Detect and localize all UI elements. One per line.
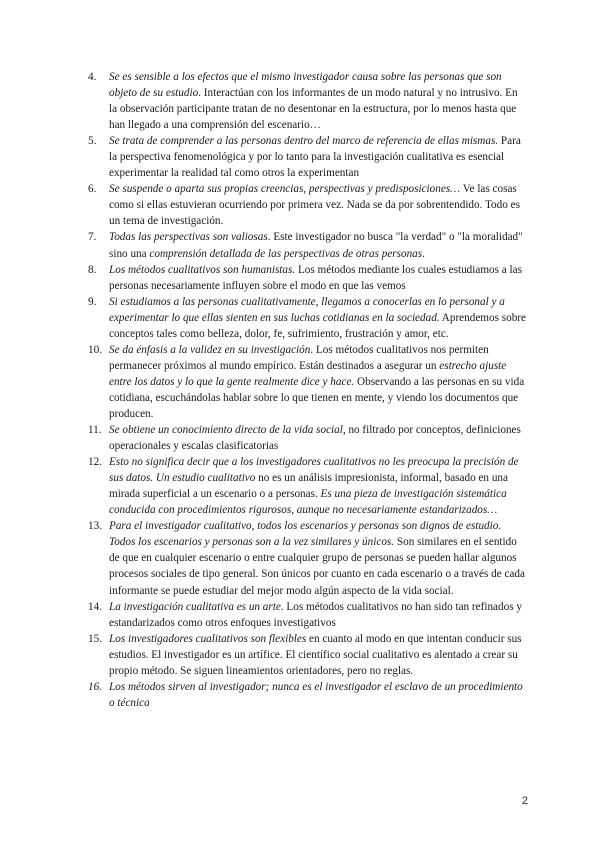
item-emphasis: Los métodos cualitativos son humanistas. — [109, 263, 296, 276]
list-item — [88, 679, 526, 711]
characteristics-list — [88, 69, 526, 711]
item-number: 10. — [88, 343, 102, 356]
item-number: 14. — [88, 600, 102, 613]
item-text: Los métodos cualitativos no han sido tan refinados y estandarizados como otros enfoques investigativos — [109, 600, 522, 629]
page-number: 2 — [521, 795, 528, 807]
item-emphasis-2: Es una pieza de investigación sistemática conducida con procedimientos rigurosos, aunque no necesariamente estandarizados… — [109, 488, 507, 517]
item-number: 12. — [88, 456, 102, 469]
item-text: . Este investigador no busca "la verdad" o "la moralidad" sino una — [109, 231, 523, 260]
list-item — [88, 294, 526, 342]
item-emphasis: Esto no significa decir que a los investigadores cualitativos no les preocupa la precisión de sus datos. Un estudio cualitativo — [109, 456, 519, 485]
item-emphasis: Se obtiene un conocimiento directo de la vida social, — [109, 424, 346, 437]
item-emphasis: Los métodos sirven al investigador; nunca es el investigador el esclavo de un procedimiento o técnica — [109, 680, 523, 709]
item-text: no filtrado por conceptos, definiciones operacionales y escalas clasificatorias — [109, 424, 521, 453]
item-text: Aprendemos sobre conceptos tales como belleza, dolor, fe, sufrimiento, frustración y amor, etc. — [109, 311, 526, 340]
item-text: . Los métodos cualitativos nos permiten permanecer próximos al mundo empírico. Están destinados a asegurar un — [109, 343, 489, 372]
item-number: 6. — [88, 183, 97, 196]
item-number: 13. — [88, 520, 102, 533]
list-item — [88, 518, 526, 598]
item-number: 16. — [88, 680, 102, 693]
item-number: 5. — [88, 135, 97, 148]
item-text: no es un análisis impresionista, informal, basado en una mirada superficial a un escenario o a personas. — [109, 472, 508, 501]
list-item — [88, 422, 526, 454]
list-item — [88, 631, 526, 679]
item-emphasis-2: comprensión detallada de las perspectivas de otras personas — [149, 247, 423, 260]
list-item — [88, 342, 526, 422]
item-emphasis: Se da énfasis a la validez en su investigación — [109, 343, 311, 356]
item-emphasis: Para el investigador cualitativo, todos los escenarios y personas son dignos de estudio. Todos los escenarios y personas son a la vez similares y únicos. — [109, 520, 502, 549]
item-text: en cuanto al modo en que intentan conducir sus estudios. El investigador es un artífice. El científico social cualitativo es alentado a crear su propio método. Se siguen lineamientos orientadores, pero no reglas. — [109, 632, 522, 677]
item-emphasis: Se suspende o aparta sus propias creencias, perspectivas y predisposiciones… — [109, 183, 461, 196]
item-number: 7. — [88, 231, 97, 244]
list-item — [88, 133, 526, 181]
item-emphasis-2: estrecho ajuste entre los datos y lo que la gente realmente dice y hace. — [109, 359, 507, 388]
item-text: Los métodos mediante los cuales estudiamos a las personas necesariamente influyen sobre el modo en que las vemos — [109, 263, 522, 292]
item-emphasis: Se es sensible a los efectos que el mismo investigador causa sobre las personas que son objeto de su estudio — [109, 71, 502, 100]
item-text-2: Observando a las personas en su vida cotidiana, escuchándolas hablar sobre lo que tienen en mente, y viendo los documentos que producen. — [109, 375, 525, 420]
item-text: Para la perspectiva fenomenológica y por lo tanto para la investigación cualitativa es esencial experimentar la realidad tal como otros la experimentan — [109, 135, 521, 180]
item-emphasis: Si estudiamos a las personas cualitativamente, llegamos a conocerlas en lo personal y a experimentar lo que ellas sienten en sus luchas cotidianas en la sociedad. — [109, 295, 505, 324]
item-number: 11. — [88, 424, 102, 437]
item-number: 15. — [88, 632, 102, 645]
item-number: 8. — [88, 263, 97, 276]
item-emphasis: La investigación cualitativa es un arte. — [109, 600, 284, 613]
list-item — [88, 69, 526, 133]
item-number: 4. — [88, 71, 97, 83]
item-text: Son similares en el sentido de que en cualquier escenario o entre cualquier grupo de personas se pueden hallar algunos procesos sociales de tipo general. Son únicos por cuanto en cada escenario o a través de cada informante se puede estudiar del mejor modo algún aspecto de la vida social. — [109, 536, 525, 597]
item-emphasis: Se trata de comprender a las personas dentro del marco de referencia de ellas mismas. — [109, 135, 499, 148]
item-emphasis: Los investigadores cualitativos son flexibles — [109, 632, 307, 645]
item-text: Ve las cosas como si ellas estuvieran ocurriendo por primera vez. Nada se da por sobrentendido. Todo es un tema de investigación. — [109, 183, 520, 228]
item-text-2: . — [422, 247, 425, 260]
list-item — [88, 262, 526, 294]
list-item — [88, 181, 526, 229]
item-number: 9. — [88, 295, 97, 308]
list-item — [88, 599, 526, 631]
item-text: . Interactúan con los informantes de un modo natural y no intrusivo. En la observación participante tratan de no desentonar en la estructura, por lo menos hasta que han llegado a una comprensión del escenario… — [109, 87, 518, 132]
list-item — [88, 454, 526, 518]
item-emphasis: Todas las perspectivas son valiosas — [109, 231, 268, 244]
list-item — [88, 229, 526, 261]
